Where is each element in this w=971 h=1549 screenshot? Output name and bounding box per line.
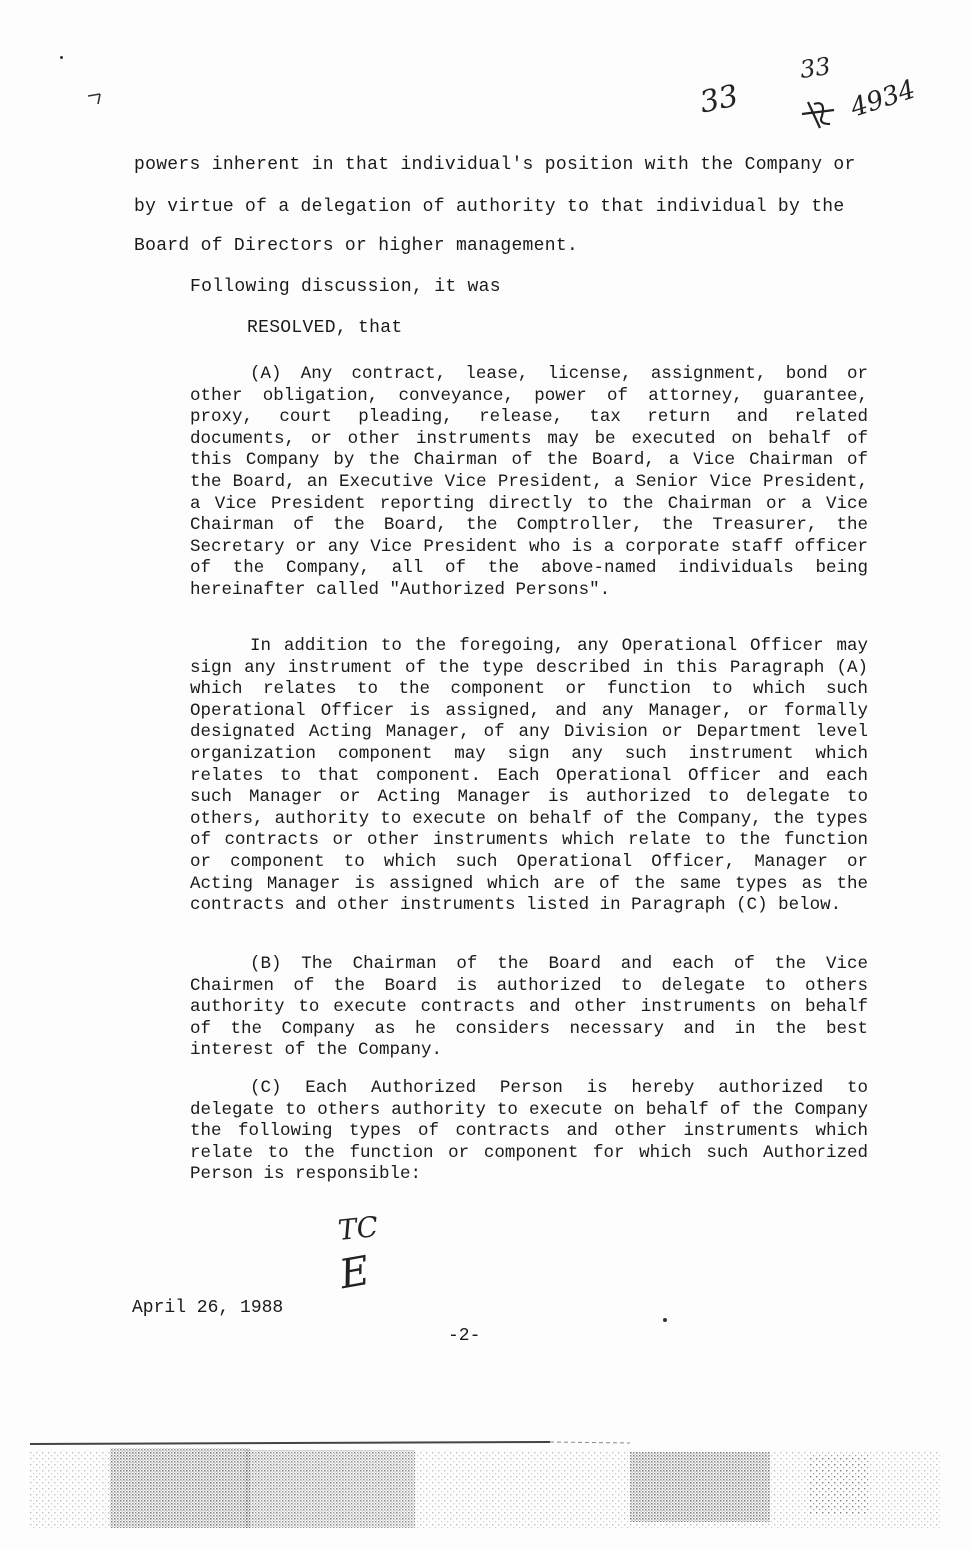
- body-line: by virtue of a delegation of authority to that individual by the: [134, 197, 845, 217]
- paragraph-a-text: (A) Any contract, lease, license, assignment, bond or other obligation, conveyance, power of attorney, guarantee, proxy, court pleading, release, tax return and related documents, or other instruments may be executed on behalf of this Company by the Chairman of the Board, a Vice Chairman of the Board, an Executive Vice President, a Senior Vice President, a Vice President reporting directly to the Chairman or a Vice Chairman of the Board, the Comptroller, the Treasurer, the Secretary or any Vice President who is a corporate staff officer of the Company, all of the above-named individuals being hereinafter called "Authorized Persons".: [190, 364, 868, 600]
- scan-noise-band: [30, 1440, 940, 1530]
- scan-mark-icon: [86, 88, 110, 108]
- document-date: April 26, 1988: [132, 1298, 284, 1318]
- handwritten-note-33-small: 33: [798, 52, 833, 84]
- resolved-line: RESOLVED, that: [247, 318, 403, 338]
- handwritten-initials-e: E: [336, 1247, 373, 1299]
- paragraph-c: [190, 1078, 868, 1186]
- paragraph-addition-text: In addition to the foregoing, any Operational Officer may sign any instrument of the type described in this Paragraph (A) which relates to the component or function to which such Operational Officer is assigned, and any Manager, or formally designated Acting Manager, of any Division or Department level organization component may sign any such instrument which relates to that component. Each Operational Officer and each such Manager or Acting Manager is authorized to delegate to others, authority to execute on behalf of the Company, the types of contracts or other instruments which relate to the function or component to which such Operational Officer, Manager or Acting Manager is assigned which are of the same types as the contracts and other instruments listed in Paragraph (C) below.: [190, 636, 868, 916]
- paragraph-a: [190, 364, 868, 602]
- paragraph-b: [190, 954, 868, 1062]
- handwritten-note-33: 33: [696, 78, 742, 121]
- paragraph-addition: [190, 636, 868, 917]
- paragraph-c-text: (C) Each Authorized Person is hereby authorized to delegate to others authority to execute on behalf of the Company the following types of contracts and other instruments which relate to the function or component for which such Authorized Person is responsible:: [190, 1078, 868, 1185]
- handwritten-initials-tc: TC: [336, 1209, 380, 1248]
- paragraph-b-text: (B) The Chairman of the Board and each of the Vice Chairmen of the Board is authorized to delegate to others authority to execute contracts and other instruments on behalf of the Company as he considers necessary and in the best interest of the Company.: [190, 954, 868, 1061]
- body-line: powers inherent in that individual's position with the Company or: [134, 155, 856, 175]
- crossed-mark-icon: [800, 98, 840, 134]
- discussion-line: Following discussion, it was: [190, 277, 501, 297]
- body-line: Board of Directors or higher management.: [134, 236, 579, 256]
- scan-speck: [60, 56, 63, 59]
- handwritten-note-4934: 4934: [846, 74, 920, 124]
- page-number: -2-: [448, 1326, 481, 1346]
- scan-speck: [663, 1318, 667, 1322]
